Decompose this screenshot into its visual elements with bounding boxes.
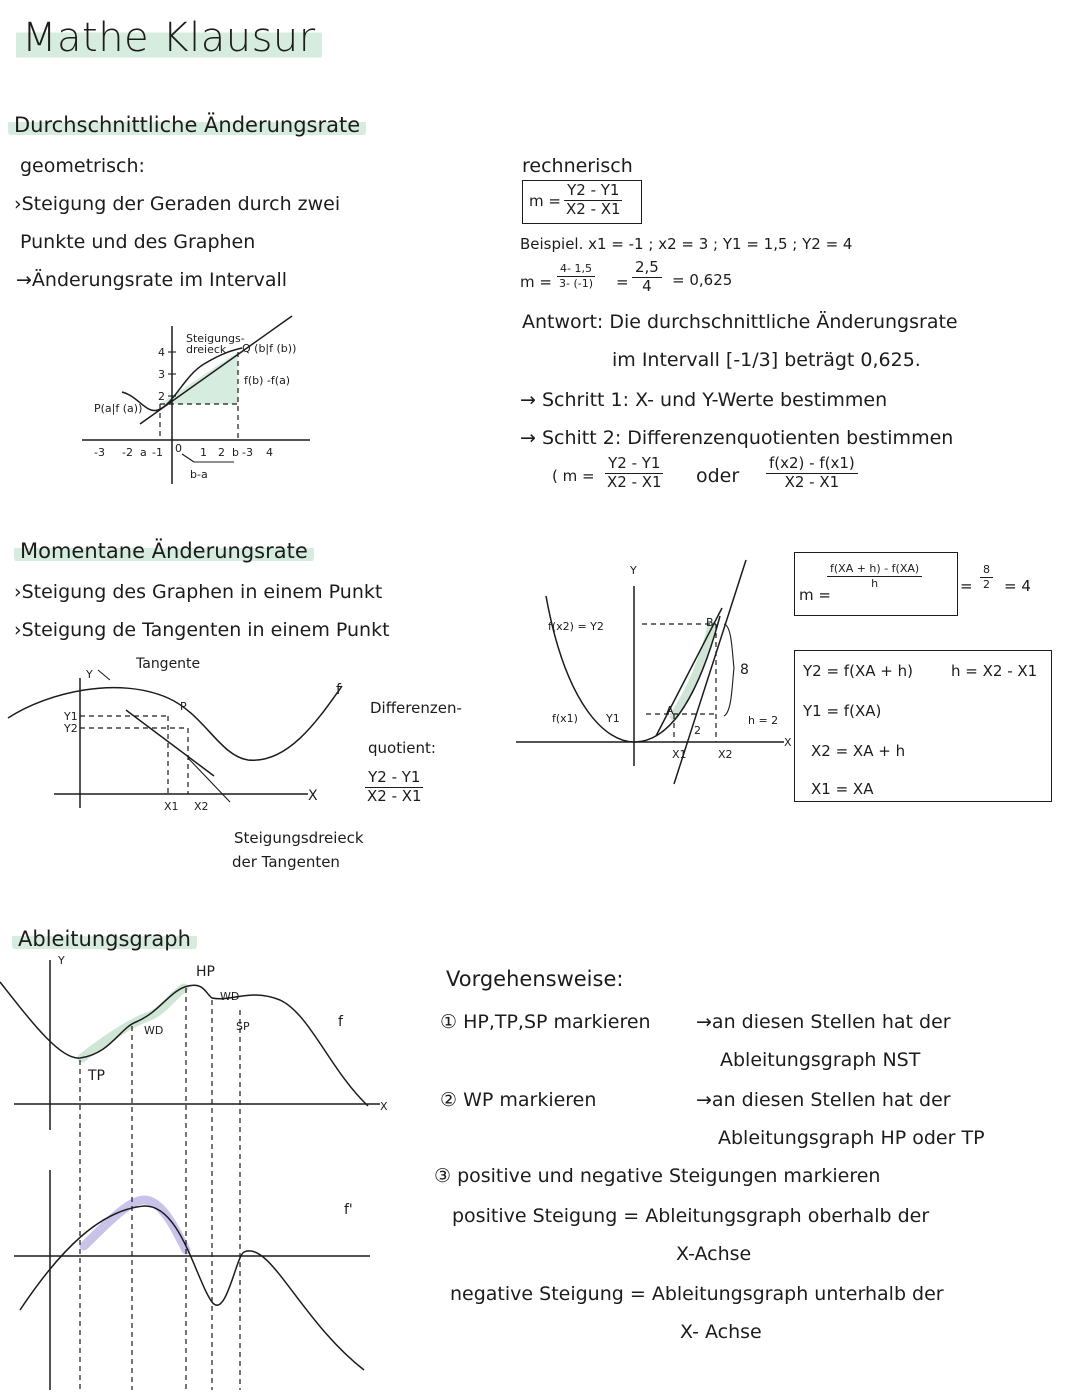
proc-negative: negative Steigung = Ableitungsgraph unterhalb der xyxy=(450,1283,944,1305)
y-tick-4: 4 xyxy=(158,346,165,359)
eight-label: 8 xyxy=(740,662,749,678)
step1: → Schritt 1: X- und Y-Werte bestimmen xyxy=(520,389,888,411)
y-tick-3: 3 xyxy=(158,368,165,381)
f-label: f xyxy=(338,1014,343,1030)
h-formula-box xyxy=(794,552,958,616)
inst-heading: Momentane Änderungsrate xyxy=(14,540,314,563)
h2-label: h = 2 xyxy=(748,714,779,727)
def-h: h = X2 - X1 xyxy=(951,662,1038,680)
proc-step1: ① HP,TP,SP markieren xyxy=(440,1011,651,1033)
y2-label: Y2 xyxy=(64,722,78,735)
wd2-label: WD xyxy=(220,990,240,1003)
inst-line2: ›Steigung de Tangenten in einem Punkt xyxy=(14,619,390,641)
def-x1: X1 = XA xyxy=(811,780,874,798)
x-tick: b xyxy=(232,446,239,459)
triangle-label2: der Tangenten xyxy=(232,853,340,871)
wd1-label: WD xyxy=(144,1024,164,1037)
avg-heading: Durchschnittliche Änderungsrate xyxy=(8,114,366,137)
example-eq: = xyxy=(616,273,629,291)
example-fraction-2: $\frac{2,5}{4}$ xyxy=(632,260,662,295)
two-label: 2 xyxy=(694,724,701,737)
answer-line2: im Intervall [-1/3] beträgt 0,625. xyxy=(612,349,921,371)
example-m: m = xyxy=(520,273,552,291)
p-label: P(a|f (a)) xyxy=(94,402,143,415)
steigungsdreieck-label: Steigungs-dreieck xyxy=(186,332,245,356)
x2-label: X2 xyxy=(718,748,733,761)
f-label: f xyxy=(336,682,341,698)
q-label: Q (b|f (b)) xyxy=(242,342,297,355)
x-label: X xyxy=(380,1100,388,1113)
sp-label: SP xyxy=(236,1020,250,1033)
proc-step1-result2: Ableitungsgraph NST xyxy=(720,1049,921,1071)
diffq-fraction: $\frac{Y2 - Y1}{X2 - X1}$ xyxy=(367,768,422,805)
diffq-label2: quotient: xyxy=(368,739,436,757)
f-curve xyxy=(0,982,368,1106)
proc-positive: positive Steigung = Ableitungsgraph oberhalb der xyxy=(452,1205,930,1227)
x-tick: -3 xyxy=(242,446,253,459)
geo-line1: ›Steigung der Geraden durch zwei xyxy=(14,193,341,215)
x-tick: -1 xyxy=(152,446,163,459)
tangent-line xyxy=(126,710,214,776)
x-tick: a xyxy=(140,446,147,459)
m-prefix: m = xyxy=(529,192,561,210)
proc-step1-result: →an diesen Stellen hat der xyxy=(696,1011,951,1033)
y-tick-2: 2 xyxy=(158,390,165,403)
example-fraction-1: $\frac{4- 1,5}{3- (-1)}$ xyxy=(559,262,594,290)
def-y1: Y1 = f(XA) xyxy=(803,702,882,720)
tangente-label: Tangente xyxy=(136,656,201,672)
hp-label: HP xyxy=(196,964,215,980)
step2-fraction: $\frac{Y2 - Y1}{X2 - X1}$ xyxy=(607,454,662,491)
geo-label: geometrisch: xyxy=(20,155,145,177)
deriv-heading: Ableitungsgraph xyxy=(12,928,197,951)
tp-label: TP xyxy=(88,1068,105,1084)
fprime-curve xyxy=(20,1206,364,1370)
proc-step3: ③ positive und negative Steigungen markieren xyxy=(434,1165,881,1187)
x-tick: 1 xyxy=(200,446,207,459)
proc-step2-result2: Ableitungsgraph HP oder TP xyxy=(718,1127,985,1149)
x-tick: 4 xyxy=(266,446,273,459)
fprime-label: f' xyxy=(344,1202,353,1218)
step2-or: oder xyxy=(696,465,740,487)
inst-line1: ›Steigung des Graphen in einem Punkt xyxy=(14,581,383,603)
x-tick: 0 xyxy=(175,442,182,455)
box1-result: = 4 xyxy=(1004,577,1031,595)
triangle-label1: Steigungsdreieck xyxy=(234,829,364,847)
x1-label: X1 xyxy=(672,748,687,761)
def-x2: X2 = XA + h xyxy=(811,742,906,760)
x-tick: -2 xyxy=(122,446,133,459)
m-prefix: m = xyxy=(799,586,831,604)
proc-step2: ② WP markieren xyxy=(440,1089,597,1111)
diffq-label1: Differenzen- xyxy=(370,699,462,717)
proc-negative2: X- Achse xyxy=(680,1321,762,1343)
y-label: Y xyxy=(630,564,637,577)
derivative-graph xyxy=(0,950,400,1390)
example-result: = 0,625 xyxy=(672,271,733,289)
calc-label: rechnerisch xyxy=(522,155,633,177)
h-fraction: $\frac{f(XA + h) - f(XA)}{h}$ xyxy=(827,563,922,589)
def-y2: Y2 = f(XA + h) xyxy=(803,662,913,680)
curve xyxy=(8,686,342,760)
y-label: Y xyxy=(58,954,65,967)
parabola-graph xyxy=(506,556,796,786)
box1-eq: = xyxy=(960,577,973,595)
proc-heading: Vorgehensweise: xyxy=(446,967,624,991)
fx2-label: f(x2) = Y2 xyxy=(548,620,604,633)
diff-label: f(b) -f(a) xyxy=(244,374,291,387)
proc-positive2: X-Achse xyxy=(676,1243,752,1265)
x1-label: X1 xyxy=(164,800,179,813)
step2: → Schitt 2: Differenzenquotienten bestimmen xyxy=(520,427,954,449)
slope-formula-box xyxy=(522,180,642,224)
definitions-box xyxy=(794,650,1052,802)
page-title: Mathe Klausur xyxy=(16,16,322,60)
slope-fraction: $\frac{Y2 - Y1}{X2 - X1}$ xyxy=(566,181,621,218)
tangent-graph xyxy=(8,648,378,818)
fx1-label: f(x1) xyxy=(552,712,578,725)
example: Beispiel. x1 = -1 ; x2 = 3 ; Y1 = 1,5 ; Y2 = 4 xyxy=(520,235,853,253)
step2-fraction-2: $\frac{f(x2) - f(x1)}{X2 - X1}$ xyxy=(766,456,858,491)
b-label: B xyxy=(706,616,714,629)
x2-label: X2 xyxy=(194,800,209,813)
geo-line3: →Änderungsrate im Intervall xyxy=(16,269,288,291)
a-label: A xyxy=(666,704,674,717)
ba-label: b-a xyxy=(190,468,208,481)
box1-fraction-2: $\frac{8}{2}$ xyxy=(980,564,993,590)
y1-label: Y1 xyxy=(64,710,78,723)
step2-open: ( m = xyxy=(552,467,595,485)
x-tick: 2 xyxy=(218,446,225,459)
x-tick: -3 xyxy=(94,446,105,459)
p-label: P xyxy=(180,700,187,713)
geo-line2: Punkte und des Graphen xyxy=(20,231,256,253)
secant-graph xyxy=(82,312,322,492)
x-label: X xyxy=(784,736,792,749)
y-label: Y xyxy=(86,668,93,681)
y1-label: Y1 xyxy=(606,712,620,725)
answer-line1: Antwort: Die durchschnittliche Änderungsrate xyxy=(522,311,958,333)
x-label: X xyxy=(308,788,318,804)
proc-step2-result: →an diesen Stellen hat der xyxy=(696,1089,951,1111)
